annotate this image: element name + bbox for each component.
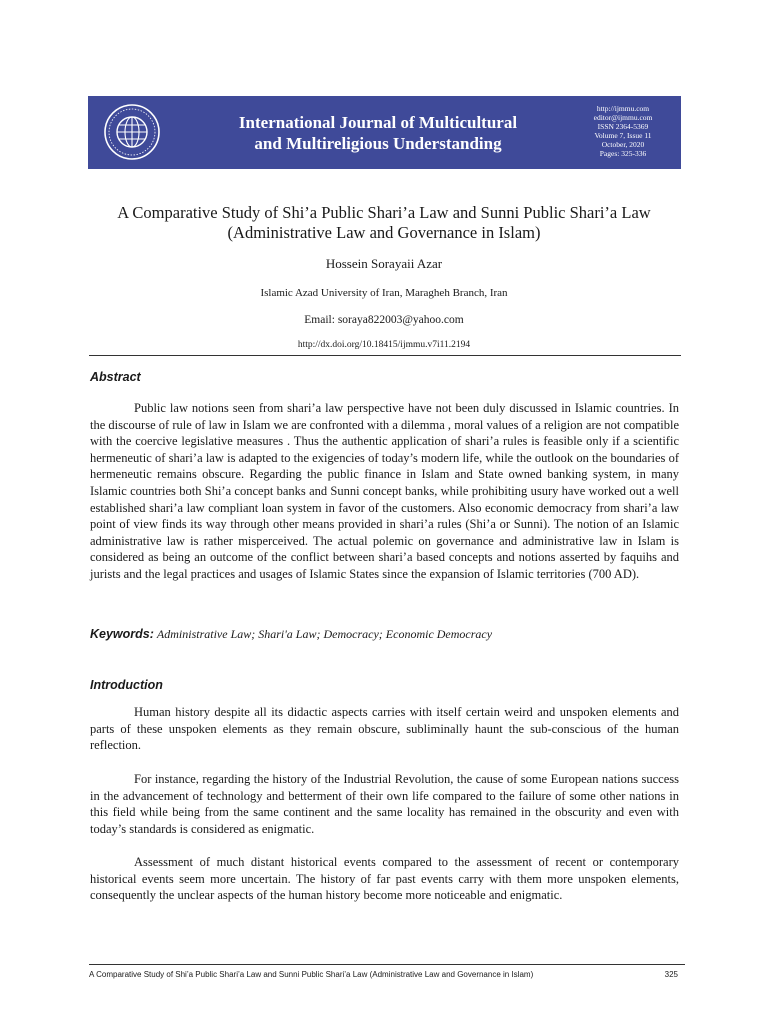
paper-title [60,203,708,243]
footer-running-title: A Comparative Study of Shi’a Public Shari’a Law and Sunni Public Shari’a Law (Administrative Law and Governance in Islam) [89,970,534,979]
header-divider [89,355,681,356]
journal-email[interactable]: editor@ijmmu.com [593,113,653,122]
journal-issn: ISSN 2364-5369 [597,122,649,131]
abstract-heading: Abstract [90,370,141,384]
author-email[interactable]: Email: soraya822003@yahoo.com [304,314,464,326]
journal-meta [573,104,673,158]
journal-title [218,112,538,154]
globe-emblem-icon [103,103,161,161]
journal-title-line1: International Journal of Multicultural [238,113,518,132]
intro-paragraph-3: Assessment of much distant historical events compared to the assessment of recent or contemporary historical events seem more uncertain. The history of far past events carry with them more unspoken elements, consequently the unclear aspects of the human history become more noticeable and enigmatic. [90,855,679,903]
journal-date: October, 2020 [601,140,645,149]
abstract-text: Public law notions seen from shari’a law perspective have not been duly discussed in Islamic countries. In the discourse of rule of law in Islam we are confronted with a dilemma , moral values of a religion are not compatible with the coercive legislative measures . Thus the authentic application of shari’a rules is feasible only if a scientific hermeneutic of shari’a law is adapted to the exigencies of today’s modern life, while the outlook on the boundaries of hermeneutic remains obscure. Regarding the public finance in Islam and State owned banking system, in many Islamic countries both Shi’a concept banks and Sunni concept banks, while prohibiting usury have worked out a well established shari’a law compliant loan system in favor of the customers. Also economic democracy from shari’a law point of view finds its way through other means provided in shari’a rules (Shi’a or Sunni). The notion of an Islamic administrative law is rather misperceived. The actual polemic on governance and administrative law in Islam is considered as being an outcome of the conflict between shari’a based concepts and notions asserted by faquihs and jurists and the legal practices and usages of Islamic States since the expansion of Islamic territories (700 AD). [90,401,679,581]
keywords-text: Administrative Law; Shari'a Law; Democracy; Economic Democracy [156,627,493,641]
intro-paragraph-2: For instance, regarding the history of the Industrial Revolution, the cause of some European nations success in the advancement of technology and betterment of their own life compared to the failure of some other nations in this field while being from the same continent and the same locality has remained in the obscurity and even with today’s standards is considered as enigmatic. [90,772,679,836]
doi-link[interactable]: http://dx.doi.org/10.18415/ijmmu.v7i11.2194 [297,340,471,350]
keywords [90,627,690,642]
paper-title-line1: A Comparative Study of Shi’a Public Shari’a Law and Sunni Public Shari’a Law [117,203,651,222]
page-number: 325 [664,970,678,979]
journal-pages: Pages: 325-336 [599,149,647,158]
introduction-heading: Introduction [90,678,163,692]
author-name: Hossein Sorayaii Azar [325,256,443,271]
intro-paragraph-1: Human history despite all its didactic aspects carries with itself certain weird and unspoken elements and parts of these unspoken elements as they remain obscure, subliminally haunt the sub-conscious of the human reflection. [90,705,679,753]
keywords-label: Keywords: [90,627,154,641]
journal-volume: Volume 7, Issue 11 [594,131,652,140]
journal-url[interactable]: http://ijmmu.com [596,104,650,113]
journal-banner [88,96,681,169]
journal-title-line2: and Multireligious Understanding [254,134,502,153]
paper-title-line2: (Administrative Law and Governance in Islam) [227,223,541,242]
footer-divider [89,964,685,965]
author-affiliation: Islamic Azad University of Iran, Maragheh Branch, Iran [260,287,508,299]
